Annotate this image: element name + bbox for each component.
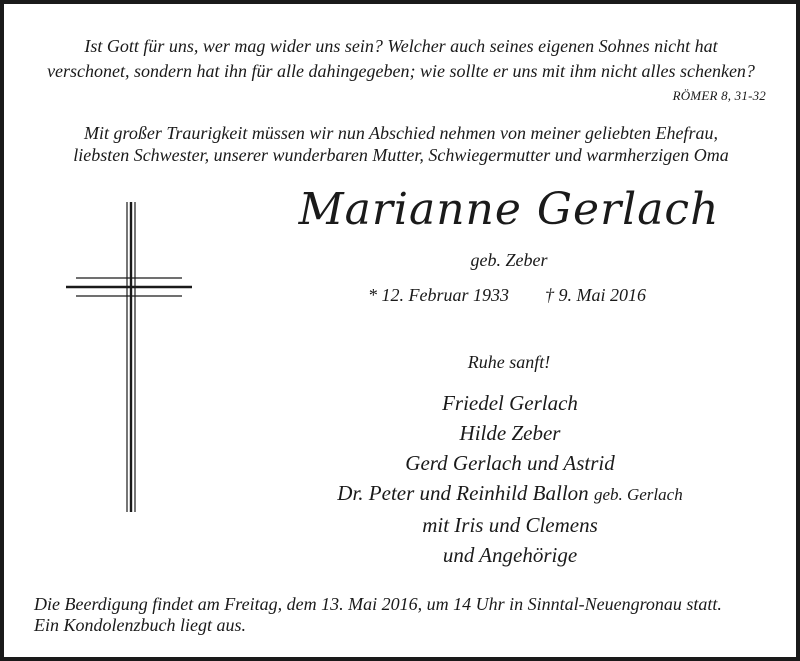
deceased-name: Marianne Gerlach (298, 184, 720, 235)
mourner-line (304, 510, 716, 540)
funeral-line-2: Ein Kondolenzbuch liegt aus. (34, 615, 246, 635)
farewell-text: Ruhe sanft! (467, 352, 551, 372)
mourner-name: mit Iris und Clemens (422, 513, 598, 537)
birth-date: * 12. Februar 1933 (368, 285, 509, 305)
intro-line-2: liebsten Schwester, unserer wunderbaren Mutter, Schwiegermutter und warmherzigen Oma (73, 145, 729, 165)
mourner-line (304, 478, 716, 510)
bible-verse-line-1: Ist Gott für uns, wer mag wider uns sein? Welcher auch seines eigenen Sohnes nicht hat (84, 36, 718, 56)
mourner-line (304, 448, 716, 478)
mourner-name: Gerd Gerlach und Astrid (405, 451, 615, 475)
mourner-name: Dr. Peter und Reinhild Ballon (337, 481, 589, 505)
bible-verse (28, 34, 774, 84)
mourner-line (304, 388, 716, 418)
death-date: † 9. Mai 2016 (545, 285, 646, 305)
funeral-line-1: Die Beerdigung findet am Freitag, dem 13. Mai 2016, um 14 Uhr in Sinntal-Neuengronau statt. (34, 594, 722, 614)
maiden-name: geb. Zeber (470, 250, 548, 270)
latin-cross-icon (64, 202, 194, 512)
mourner-name: Hilde Zeber (459, 421, 561, 445)
mourner-line (304, 540, 716, 570)
bible-verse-line-2: verschonet, sondern hat ihn für alle dahingegeben; wie sollte er uns mit ihm nicht alles schenken? (47, 61, 755, 81)
funeral-notice (34, 594, 784, 636)
intro-text (28, 122, 774, 166)
bible-verse-reference: RÖMER 8, 31-32 (672, 88, 766, 103)
mourner-suffix: geb. Gerlach (593, 485, 683, 504)
mourner-name: Friedel Gerlach (442, 391, 578, 415)
mourners-list (304, 388, 716, 570)
mourner-name: und Angehörige (442, 543, 578, 567)
mourner-line (304, 418, 716, 448)
intro-line-1: Mit großer Traurigkeit müssen wir nun Abschied nehmen von meiner geliebten Ehefrau, (84, 123, 718, 143)
